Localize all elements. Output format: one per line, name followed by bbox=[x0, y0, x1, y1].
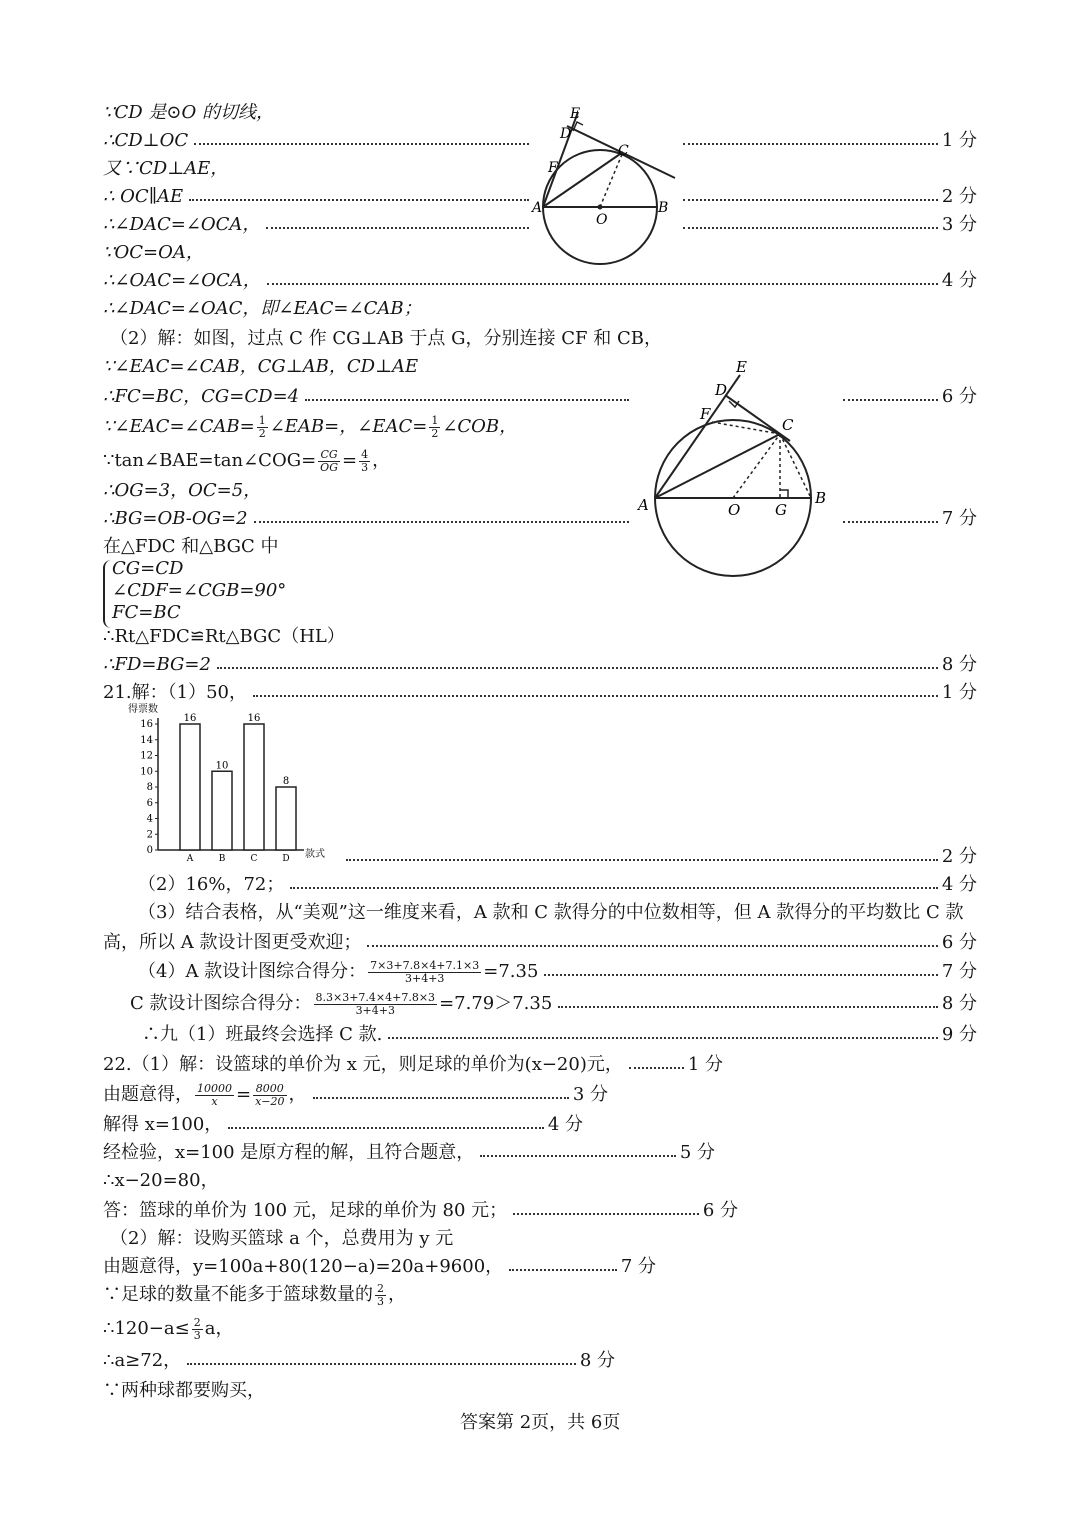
bar-value-label: 16 bbox=[247, 713, 261, 724]
fig2-label-o: O bbox=[728, 501, 741, 519]
y-tick-label: 10 bbox=[140, 766, 153, 778]
brace bbox=[103, 560, 111, 628]
chart-xlabel: 款式 bbox=[305, 849, 325, 860]
q20-score-1: 1 分 bbox=[677, 128, 977, 154]
q22-inequality: ∴120−a≤ $\frac{2}{3}$ a， bbox=[103, 1315, 234, 1342]
brace-line-3: FC=BC bbox=[112, 602, 181, 623]
geometry-figure-1 bbox=[520, 100, 690, 270]
fig2-label-b: B bbox=[815, 489, 827, 507]
q20-score-7: 7 分 bbox=[837, 506, 977, 532]
bar-D bbox=[276, 787, 296, 850]
q20-part2-bg: ∴BG=OB-OG=2 bbox=[103, 506, 633, 532]
q21-part3-b: 高，所以 A 款设计图更受欢迎； 6 分 bbox=[103, 932, 977, 953]
q20-line-cd-perp-oc: ∴CD⊥OC bbox=[103, 128, 533, 154]
q22-constraint: ∵足球的数量不能多于篮球数量的 $\frac{2}{3}$ ， bbox=[103, 1281, 406, 1308]
q22-solve: 解得 x=100， 4 分 bbox=[103, 1114, 583, 1135]
q22-part1-setup: 22.（1）解：设篮球的单价为 x 元，则足球的单价为(x−20)元， 1 分 bbox=[103, 1054, 723, 1075]
fig2-label-d: D bbox=[715, 381, 728, 399]
q22-answer: 答：篮球的单价为 100 元，足球的单价为 80 元； 6 分 bbox=[103, 1200, 738, 1221]
chart-ylabel: 得票数 bbox=[128, 704, 158, 715]
bar-A bbox=[180, 724, 200, 850]
y-tick-label: 14 bbox=[140, 734, 153, 746]
fig1-label-a: A bbox=[532, 200, 543, 216]
q22-equation: 由题意得， $\frac{10000}{x}$ = $\frac{8000}{x-20}$ ， 3 分 bbox=[103, 1081, 608, 1108]
q20-line-oc-oa: ∵OC=OA， bbox=[103, 242, 204, 263]
q20-part2-triangles: 在△FDC 和△BGC 中 bbox=[103, 536, 279, 557]
q20-part2-intro: （2）解：如图，过点 C 作 CG⊥AB 于点 G，分别连接 CF 和 CB， bbox=[110, 328, 662, 349]
fig2-label-g: G bbox=[775, 501, 787, 519]
y-tick-label: 0 bbox=[146, 845, 153, 856]
q20-line-oc-parallel-ae: ∴ OC∥AE bbox=[103, 184, 533, 210]
q21-conclusion: ∴九（1）班最终会选择 C 款. 9 分 bbox=[142, 1024, 977, 1045]
bar-value-label: 8 bbox=[282, 776, 290, 787]
q22-cost-function: 由题意得，y=100a+80(120−a)=20a+9600， 7 分 bbox=[103, 1256, 656, 1277]
q20-part2-fd: ∴FD=BG=2 8 分 bbox=[103, 654, 977, 675]
q22-part2-setup: （2）解：设购买篮球 a 个，总费用为 y 元 bbox=[110, 1228, 454, 1249]
q21-part3-a: （3）结合表格，从“美观”这一维度来看，A 款和 C 款得分的中位数相等，但 A 款得分的平均数比 C 款 bbox=[138, 902, 964, 923]
q20-score-6: 6 分 bbox=[837, 384, 977, 410]
x-tick-label: D bbox=[282, 854, 290, 864]
q20-line-conclusion: ∴∠DAC=∠OAC，即∠EAC=∠CAB； bbox=[103, 298, 422, 319]
bar-value-label: 16 bbox=[183, 713, 197, 724]
q20-part2-og: ∴OG=3，OC=5， bbox=[103, 480, 262, 501]
y-tick-label: 16 bbox=[140, 719, 153, 730]
q21-part4-c: C 款设计图综合得分： $\frac{8.3\times 3+7.4\times 4+7.8\times 3}{3+4+3}$ =7.79＞7.35 8 分 bbox=[130, 990, 977, 1017]
q21-part4-a: （4）A 款设计图综合得分： $\frac{7\times 3+7.8\times 4+7.1\times 3}{3+4+3}$ =7.35 7 分 bbox=[138, 958, 977, 985]
y-tick-label: 8 bbox=[146, 782, 153, 793]
fig2-label-c: C bbox=[782, 416, 794, 434]
q20-line-dac-oca: ∴∠DAC=∠OCA， bbox=[103, 212, 533, 238]
page-footer: 答案第 2页，共 6页 bbox=[460, 1412, 621, 1433]
q20-line-tangent: ∵CD 是⊙O 的切线， bbox=[103, 102, 274, 123]
y-tick-label: 2 bbox=[146, 829, 153, 841]
q22-a-range: ∴a≥72， 8 分 bbox=[103, 1350, 615, 1371]
q21-score-2: 2 分 bbox=[340, 844, 977, 870]
q22-check: 经检验，x=100 是原方程的解，且符合题意， 5 分 bbox=[103, 1142, 715, 1163]
q21-part2: （2）16%，72； 4 分 bbox=[138, 874, 977, 895]
brace-line-2: ∠CDF=∠CGB=90° bbox=[112, 580, 287, 601]
q20-line-oac-oca: ∴∠OAC=∠OCA， 4 分 bbox=[103, 270, 977, 291]
q20-part2-tan: ∵tan∠BAE=tan∠COG= $\frac{CG}{OG}$ = $\frac{4}{3}$ ， bbox=[103, 447, 391, 474]
x-tick-label: A bbox=[186, 854, 194, 864]
fig1-label-o: O bbox=[596, 212, 608, 228]
q21-part1: 21.解：（1）50， 1 分 bbox=[103, 682, 977, 703]
q20-part2-angles: ∵∠EAC=∠CAB= $\frac{1}{2}$ ∠EAB=，∠EAC= $\frac{1}{2}$ ∠COB， bbox=[103, 413, 518, 440]
fig1-label-d: D bbox=[560, 126, 572, 142]
fig1-label-b: B bbox=[658, 200, 669, 216]
bar-C bbox=[244, 724, 264, 850]
geometry-figure-2 bbox=[630, 355, 830, 580]
fig1-label-c: C bbox=[618, 143, 629, 159]
q20-part2-congruent: ∴Rt△FDC≌Rt△BGC（HL） bbox=[103, 626, 345, 647]
fig2-label-a: A bbox=[638, 496, 649, 514]
q20-part2-fc-bc: ∴FC=BC，CG=CD=4 bbox=[103, 384, 633, 410]
q22-football-price: ∴x−20=80， bbox=[103, 1170, 219, 1191]
fig2-label-e: E bbox=[736, 358, 747, 376]
q22-both-balls: ∵两种球都要购买， bbox=[103, 1380, 265, 1401]
brace-line-1: CG=CD bbox=[112, 558, 184, 579]
q20-part2-given: ∵∠EAC=∠CAB，CG⊥AB，CD⊥AE bbox=[103, 356, 419, 377]
x-tick-label: C bbox=[250, 854, 258, 864]
y-tick-label: 12 bbox=[140, 750, 153, 762]
bar-value-label: 10 bbox=[215, 760, 229, 772]
q20-score-2: 2 分 bbox=[677, 184, 977, 210]
y-tick-label: 6 bbox=[146, 797, 153, 809]
fig2-label-f: F bbox=[700, 405, 711, 423]
fig1-label-f: F bbox=[548, 160, 558, 176]
q20-score-3: 3 分 bbox=[677, 212, 977, 238]
y-tick-label: 4 bbox=[146, 813, 153, 825]
q20-line-cd-perp-ae: 又∵CD⊥AE， bbox=[103, 158, 229, 179]
bar-chart bbox=[118, 700, 348, 865]
x-tick-label: B bbox=[218, 854, 226, 864]
fig1-label-e: E bbox=[570, 106, 581, 122]
bar-B bbox=[212, 771, 232, 850]
